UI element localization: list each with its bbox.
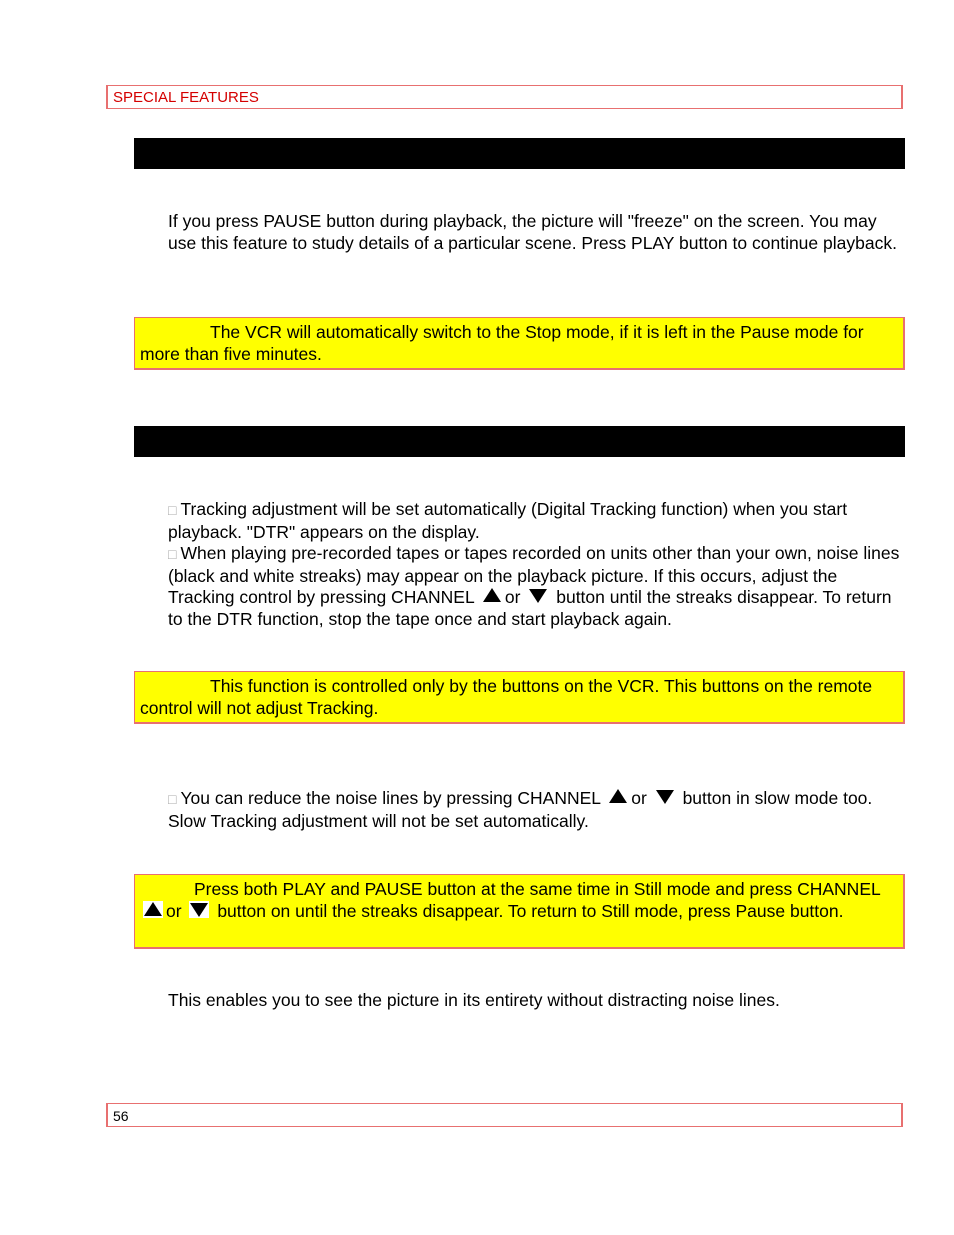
triangle-down-icon xyxy=(528,587,548,604)
section-title: SPECIAL FEATURES xyxy=(113,89,259,106)
section-bar-still xyxy=(134,138,905,169)
page-footer xyxy=(106,1103,903,1127)
bullet-square-icon: □ xyxy=(168,791,177,807)
or-word: or xyxy=(166,901,182,921)
triangle-down-icon xyxy=(189,901,209,918)
or-word: or xyxy=(504,587,521,607)
still-tracking-note xyxy=(134,874,905,949)
tracking-bullet-2 xyxy=(168,543,908,630)
still-note-text: The VCR will automatically switch to the Stop mode, if it is left in the Pause mode for more than five minutes. xyxy=(140,322,864,364)
or-word: or xyxy=(631,788,647,808)
tracking-bullet-1-text: Tracking adjustment will be set automatically (Digital Tracking function) when you start playback. "DTR" appears on the display. xyxy=(168,499,848,542)
tracking-note-text: This function is controlled only by the buttons on the VCR. This buttons on the remote control will not adjust Tracking. xyxy=(140,676,873,718)
still-note xyxy=(134,317,905,370)
triangle-up-icon xyxy=(143,901,163,918)
slow-tracking-bullet xyxy=(168,788,908,832)
slow-tracking-text-a: You can reduce the noise lines by pressing CHANNEL xyxy=(180,788,601,808)
page-number: 56 xyxy=(113,1108,129,1124)
still-tracking-paragraph: This enables you to see the picture in its entirety without distracting noise lines. xyxy=(168,990,780,1010)
section-bar-tracking xyxy=(134,426,905,457)
slow-tracking-text-b: button in slow mode too. Slow Tracking adjustment will not be set automatically. xyxy=(168,788,873,831)
still-paragraph: If you press PAUSE button during playback, the picture will "freeze" on the screen. You may use this feature to study details of a particular scene. Press PLAY button to continue playback. xyxy=(168,211,897,253)
tracking-bullet-1 xyxy=(168,499,908,543)
tracking-bullet-2-text-a: When playing pre-recorded tapes or tapes recorded on units other than your own, noise lines (black and white streaks) may appear on the playback picture. If this occurs, adjust the Tracking control by pressing CHANNEL xyxy=(168,543,900,607)
bullet-square-icon: □ xyxy=(168,546,177,562)
tracking-bullets xyxy=(168,499,908,630)
tracking-note xyxy=(134,671,905,724)
still-tracking-note-text-a: Press both PLAY and PAUSE button at the same time in Still mode and press CHANNEL xyxy=(194,879,881,899)
triangle-up-icon xyxy=(482,587,502,604)
triangle-up-icon xyxy=(608,788,628,805)
page-header xyxy=(106,85,903,109)
tracking-bullet-2-text-b: button until the streaks disappear. To return to the DTR function, stop the tape once and start playback again. xyxy=(168,587,892,629)
still-tracking-note-text-b: button on until the streaks disappear. To return to Still mode, press Pause button. xyxy=(217,901,844,921)
triangle-down-icon xyxy=(655,788,675,805)
bullet-square-icon: □ xyxy=(168,502,177,518)
